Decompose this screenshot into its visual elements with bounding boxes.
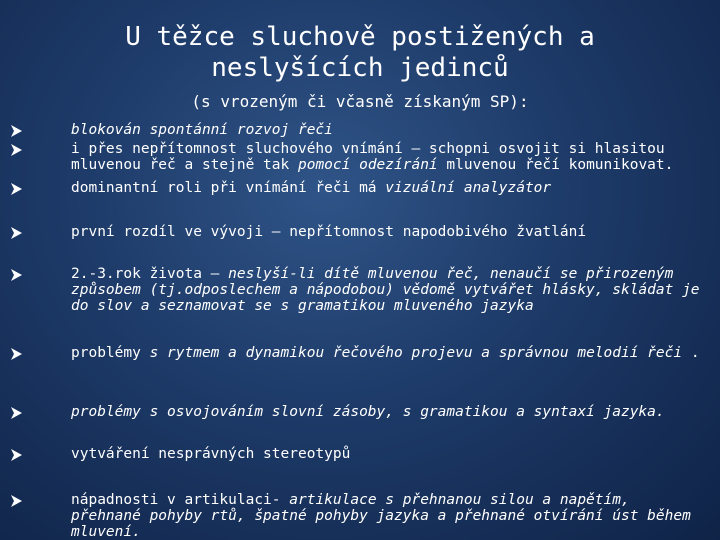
bullet-text-segment: pomocí odezírání (297, 157, 438, 173)
arrow-bullet-icon (10, 182, 24, 196)
bullet-text-segment: nápadnosti v artikulaci- (71, 492, 290, 508)
arrow-bullet-icon (10, 494, 24, 508)
bullet-text-segment: vizuální analyzátor (385, 180, 552, 196)
arrow-bullet-icon (10, 226, 24, 240)
bullet-text-segment: blokován spontánní rozvoj řeči (71, 122, 333, 138)
bullet-text-segment: s rytmem a dynamikou řečového projevu a správnou melodií řeči (149, 345, 683, 361)
bullet-text-segment: dominantní roli při vnímání řeči má (71, 180, 386, 196)
bullet-text (71, 345, 701, 361)
bullet-text-segment: vytváření nesprávných stereotypů (71, 446, 351, 462)
arrow-bullet-icon (10, 268, 24, 282)
bullet-text (71, 180, 701, 196)
bullet-text (71, 224, 701, 240)
bullet-text-segment: artikulace s přehnanou silou a napětím, přehnané pohyby rtů, špatné pohyby jazyka a přehnané otvírání úst během mluvení. (71, 492, 691, 540)
arrow-bullet-icon (10, 406, 24, 420)
bullet-text (71, 492, 701, 540)
slide-title: U těžce sluchově postižených a neslyšících jedinců (125, 22, 595, 83)
bullet-text (71, 446, 701, 462)
bullet-text-segment: problémy (71, 345, 150, 361)
bullet-text-segment: i přes nepřítomnost sluchového vnímání – schopni osvojit si hlasitou mluvenou řeč a stejně tak (71, 141, 665, 173)
bullet-text (71, 266, 701, 314)
bullet-text (71, 122, 701, 138)
bullet-text-segment: mluvenou řečí komunikovat. (437, 157, 674, 173)
bullet-text-segment: 2.-3.rok života – (71, 266, 229, 282)
bullet-text-segment: první rozdíl ve vývoji – nepřítomnost napodobivého žvatlání (71, 224, 587, 240)
bullet-text (71, 404, 701, 420)
slide-subtitle: (s vrozeným či včasně získaným SP): (191, 92, 529, 111)
bullet-text-segment: . (682, 345, 700, 361)
arrow-bullet-icon (10, 347, 24, 361)
bullet-text (71, 141, 701, 173)
arrow-bullet-icon (10, 448, 24, 462)
bullet-text-segment: problémy s osvojováním slovní zásoby, s gramatikou a syntaxí jazyka. (71, 404, 665, 420)
bullet-text-segment: neslyší-li dítě mluvenou řeč, nenaučí se přirozeným způsobem (tj.odposlechem a nápodobou) vědomě vytvářet hlásky, skládat je do slov a seznamovat se s gramatikou mluveného jazyka (71, 266, 700, 314)
arrow-bullet-icon (10, 124, 24, 138)
arrow-bullet-icon (10, 143, 24, 157)
